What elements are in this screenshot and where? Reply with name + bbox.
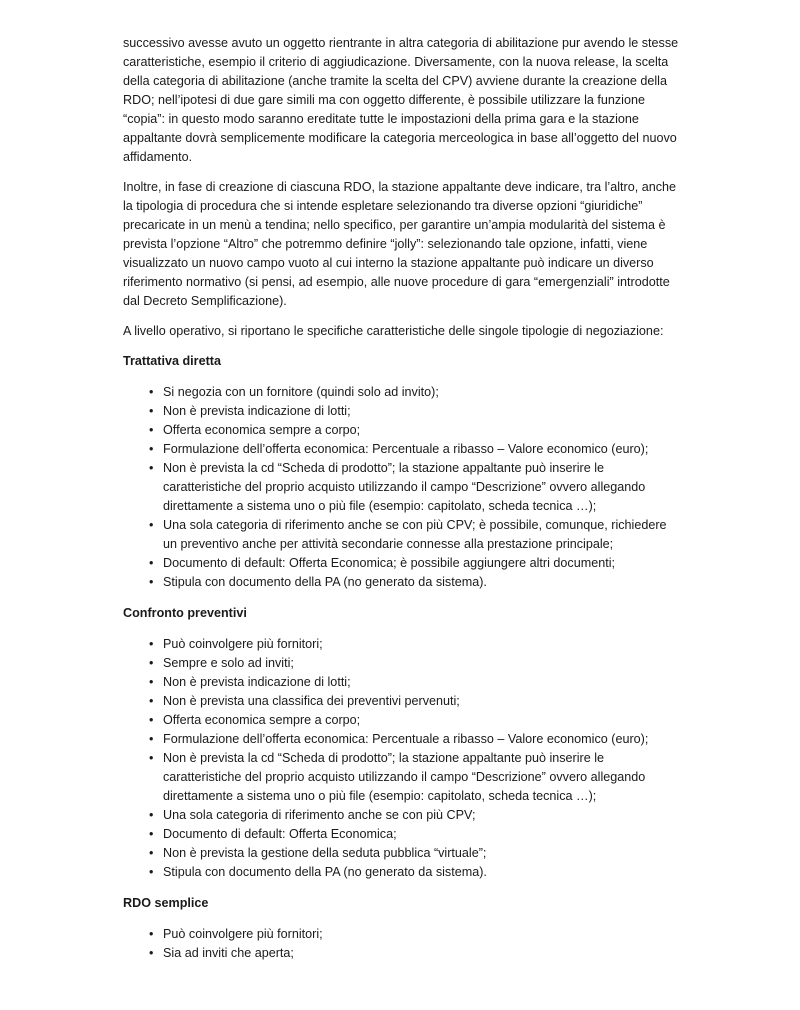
list-item: • Sia ad inviti che aperta; [163,944,683,963]
list-item: • Una sola categoria di riferimento anche se con più CPV; è possibile, comunque, richiedere un preventivo anche per attività secondarie connesse alla prestazione principale; [163,516,683,554]
list-item: • Non è prevista la cd “Scheda di prodotto”; la stazione appaltante può inserire le caratteristiche del proprio acquisto utilizzando il campo “Descrizione” ovvero allegando direttamente a sistema uno o più file (esempio: capitolato, scheda tecnica …); [163,749,683,806]
list-item: • Non è prevista una classifica dei preventivi pervenuti; [163,692,683,711]
list-item: • Offerta economica sempre a corpo; [163,421,683,440]
section-heading: Trattativa diretta [123,354,221,368]
list-item: • Documento di default: Offerta Economica; è possibile aggiungere altri documenti; [163,554,683,573]
paragraph-release-categoria: successivo avesse avuto un oggetto rientrante in altra categoria di abilitazione pur avendo le stesse caratteristiche, esempio il criterio di aggiudicazione. Diversamente, con la nuova release, la scelta della categoria di abilitazione (anche tramite la scelta del CPV) avviene durante la creazione della RDO; nell’ipotesi di due gare simili ma con oggetto differente, è possibile utilizzare la funzione “copia”: in questo modo saranno ereditate tutte le impostazioni della prima gara e la stazione appaltante dovrà semplicemente modificare la categoria merceologica in base all’oggetto del nuovo affidamento. [123,36,679,164]
bullet-list [123,383,683,592]
bullet-list [123,925,683,963]
list-item: • Non è prevista indicazione di lotti; [163,673,683,692]
list-item: • Si negozia con un fornitore (quindi solo ad invito); [163,383,683,402]
section-confronto-preventivi [123,604,683,882]
section-trattativa-diretta [123,352,683,592]
list-item: • Stipula con documento della PA (no generato da sistema). [163,573,683,592]
list-item: • Una sola categoria di riferimento anche se con più CPV; [163,806,683,825]
list-item: • Documento di default: Offerta Economica; [163,825,683,844]
list-item: • Stipula con documento della PA (no generato da sistema). [163,863,683,882]
section-rdo-semplice [123,894,683,963]
list-item: • Può coinvolgere più fornitori; [163,635,683,654]
list-item: • Formulazione dell’offerta economica: Percentuale a ribasso – Valore economico (euro); [163,440,683,459]
list-item: • Non è prevista la gestione della seduta pubblica “virtuale”; [163,844,683,863]
list-item: • Formulazione dell’offerta economica: Percentuale a ribasso – Valore economico (euro); [163,730,683,749]
list-item: • Non è prevista indicazione di lotti; [163,402,683,421]
section-heading: Confronto preventivi [123,606,247,620]
article-body [123,34,683,975]
bullet-list [123,635,683,882]
list-item: • Sempre e solo ad inviti; [163,654,683,673]
list-item: • Offerta economica sempre a corpo; [163,711,683,730]
paragraph-tipologia-procedura: Inoltre, in fase di creazione di ciascuna RDO, la stazione appaltante deve indicare, tra l’altro, anche la tipologia di procedura che si intende espletare selezionando tra diverse opzioni “giuridiche” precaricate in un menù a tendina; nello specifico, per garantire un’ampia modularità del sistema è prevista l’opzione “Altro” che potremmo definire “jolly”: selezionando tale opzione, infatti, viene visualizzato un nuovo campo vuoto al cui interno la stazione appaltante può indicare un diverso riferimento normativo (si pensi, ad esempio, alle nuove procedure di gara “emergenziali” introdotte dal Decreto Semplificazione). [123,180,677,308]
list-item: • Può coinvolgere più fornitori; [163,925,683,944]
section-heading: RDO semplice [123,896,209,910]
paragraph-livello-operativo: A livello operativo, si riportano le specifiche caratteristiche delle singole tipologie di negoziazione: [123,324,664,338]
list-item: • Non è prevista la cd “Scheda di prodotto”; la stazione appaltante può inserire le caratteristiche del proprio acquisto utilizzando il campo “Descrizione” ovvero allegando direttamente a sistema uno o più file (esempio: capitolato, scheda tecnica …); [163,459,683,516]
